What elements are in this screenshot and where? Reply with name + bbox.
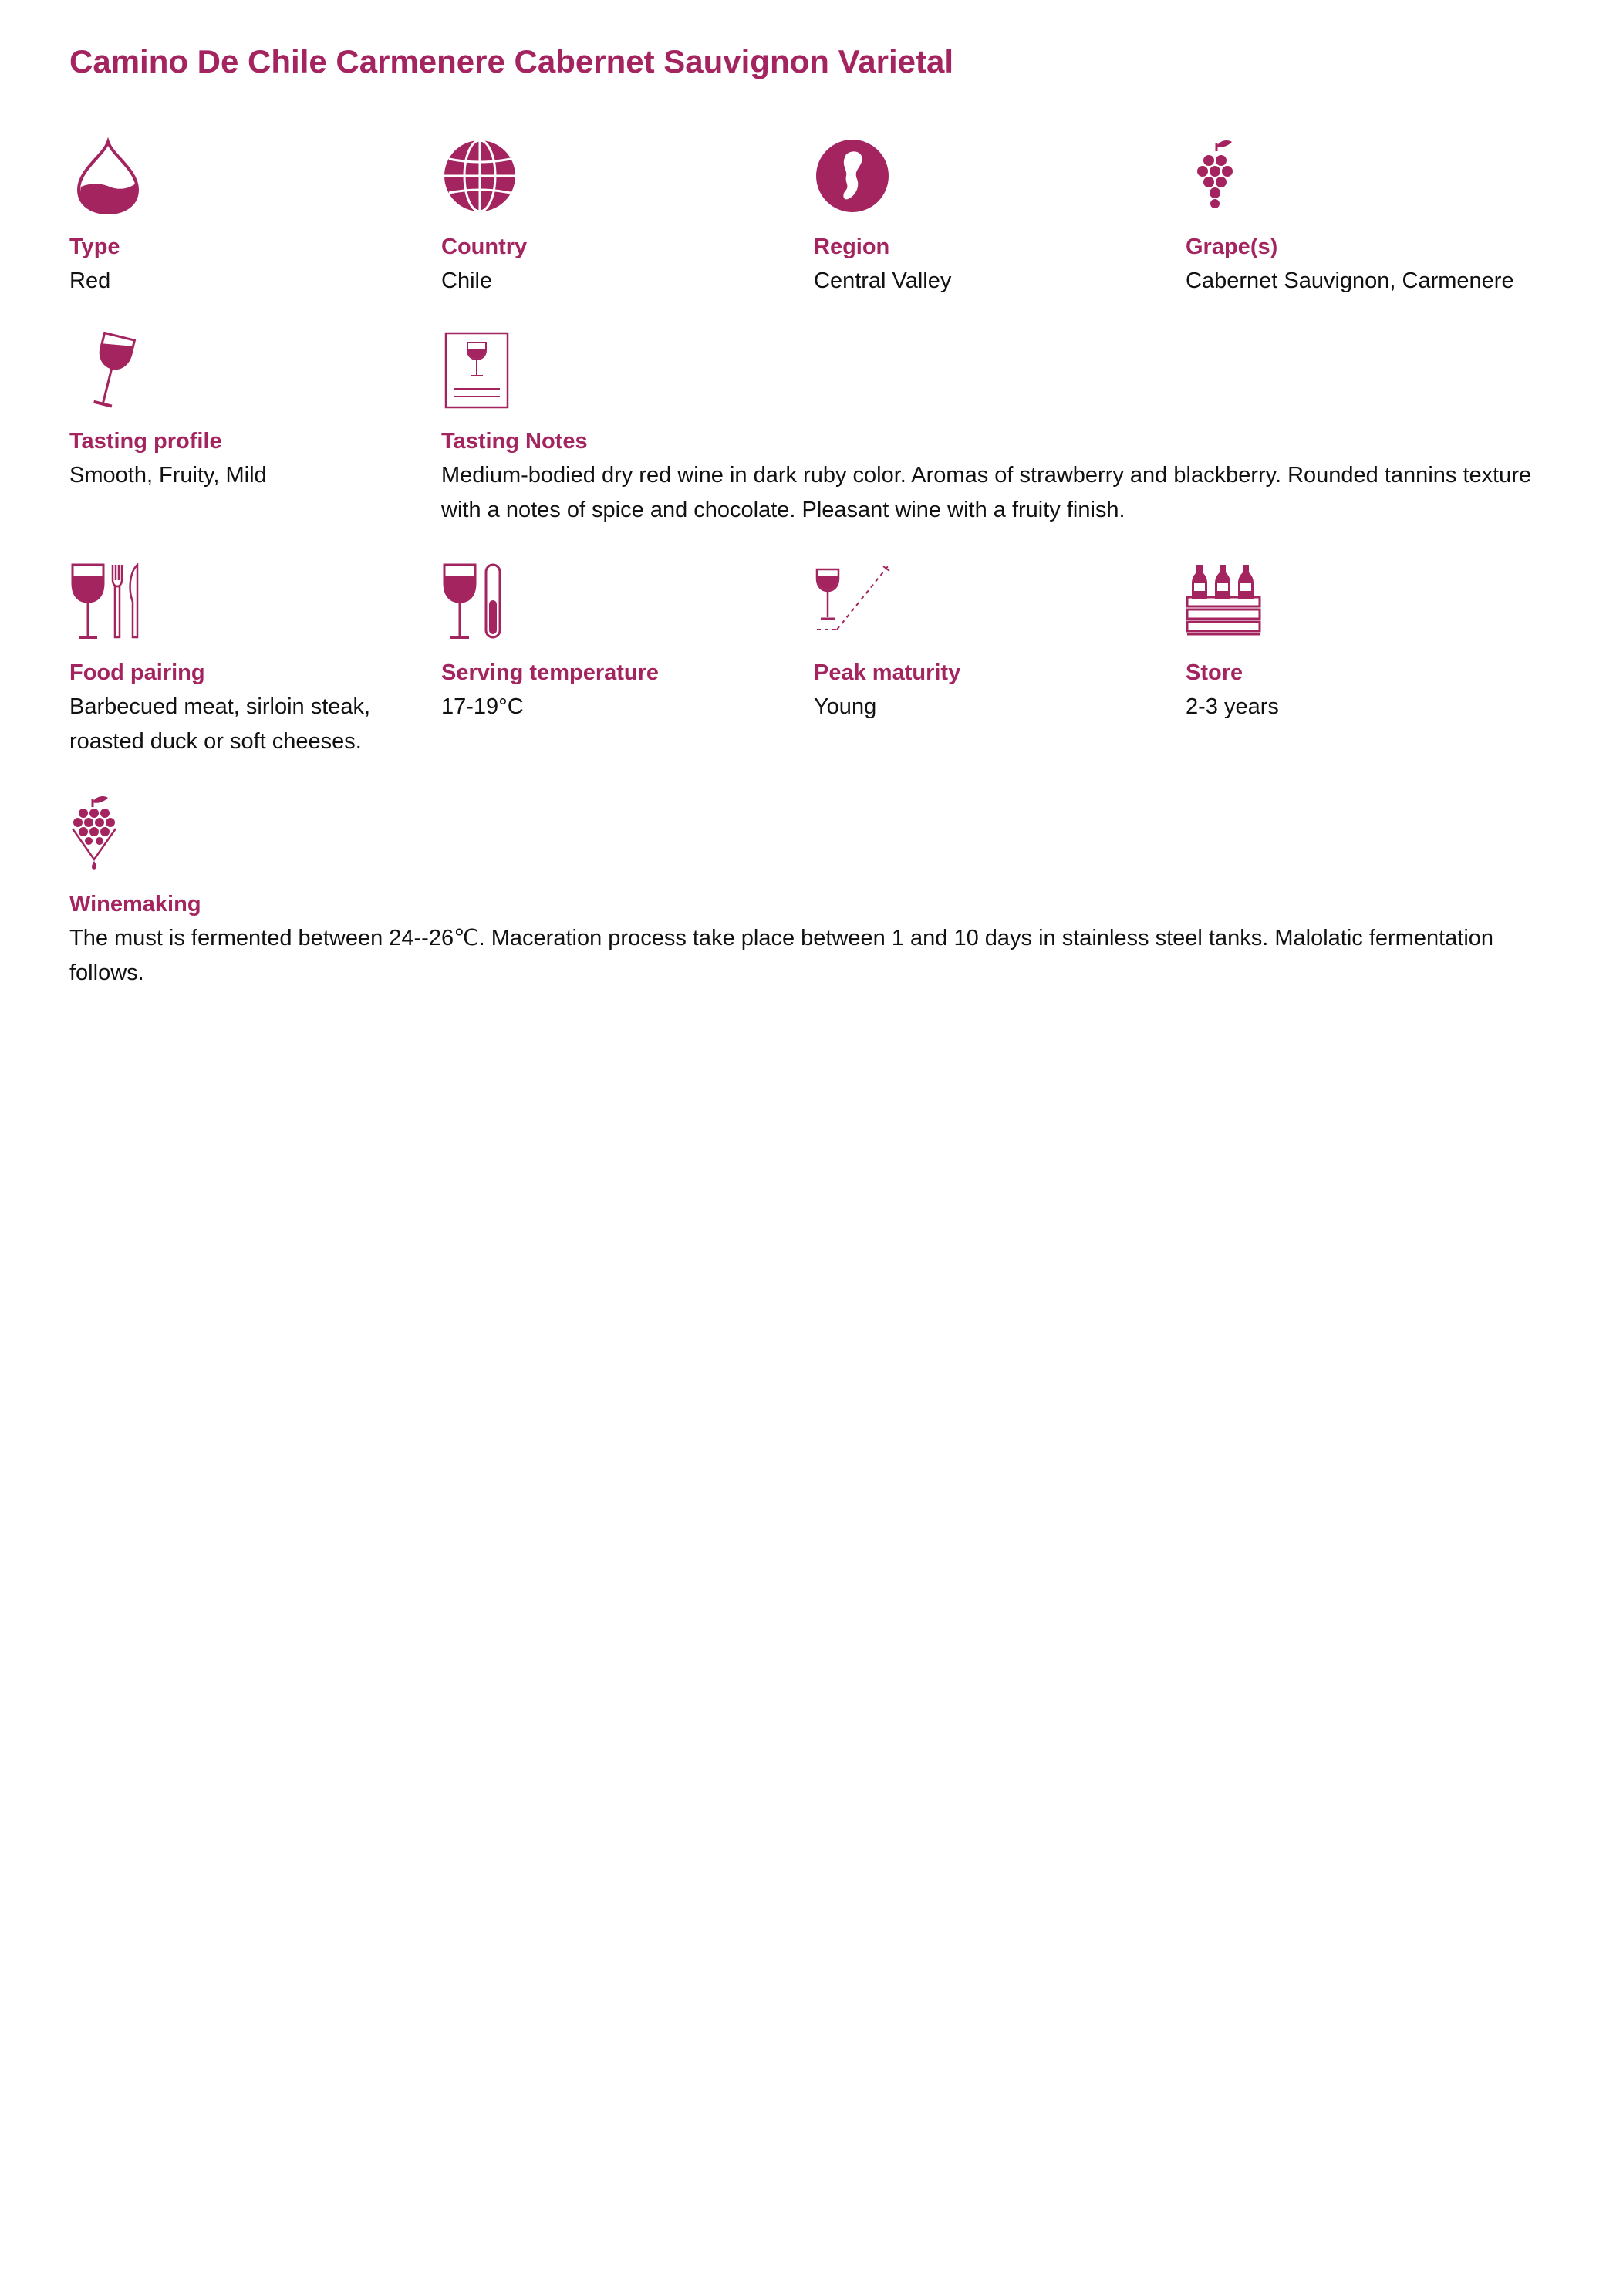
- serving-temperature-value: 17-19°C: [441, 694, 524, 719]
- tasting-notes-section: [441, 332, 1552, 528]
- glass-fork-knife-icon: [69, 563, 147, 640]
- grapes-section: [1186, 137, 1587, 299]
- tasting-profile-label: Tasting profile: [69, 429, 222, 454]
- grape-press-icon: [69, 795, 147, 872]
- bottle-crate-icon: [1186, 563, 1263, 640]
- country-section: [441, 137, 781, 299]
- wine-drop-icon: [69, 137, 147, 214]
- tasting-profile-section: [69, 332, 409, 493]
- tasting-notes-value: Medium-bodied dry red wine in dark ruby color. Aromas of strawberry and blackberry. Rounded tannins texture with a notes of spice and chocolate. Pleasant wine with a fruity finish.: [441, 463, 1532, 522]
- grapes-value: Cabernet Sauvignon, Carmenere: [1186, 268, 1514, 293]
- type-label: Type: [69, 235, 120, 259]
- grapes-label: Grape(s): [1186, 235, 1278, 259]
- food-pairing-label: Food pairing: [69, 660, 205, 685]
- serving-temperature-label: Serving temperature: [441, 660, 660, 685]
- tasting-notes-label: Tasting Notes: [441, 429, 588, 454]
- store-label: Store: [1186, 660, 1243, 685]
- country-value: Chile: [441, 268, 493, 293]
- region-map-icon: [814, 137, 891, 214]
- grapes-icon: [1186, 137, 1263, 214]
- tilted-wine-glass-icon: [69, 332, 147, 409]
- globe-icon: [441, 137, 518, 214]
- food-pairing-section: [69, 563, 409, 759]
- peak-maturity-value: Young: [814, 694, 877, 719]
- tasting-card-icon: [441, 332, 518, 409]
- wine-title: Camino De Chile Carmenere Cabernet Sauvignon Varietal: [69, 43, 954, 79]
- type-section: [69, 137, 409, 299]
- maturity-curve-icon: [814, 563, 891, 640]
- type-value: Red: [69, 268, 111, 293]
- serving-temperature-section: [441, 563, 781, 724]
- winemaking-value: The must is fermented between 24--26℃. Maceration process take place between 1 and 10 days in stainless steel tanks. Malolatic fermentation follows.: [69, 926, 1494, 985]
- glass-thermometer-icon: [441, 563, 518, 640]
- winemaking-section: [69, 795, 1535, 991]
- region-value: Central Valley: [814, 268, 952, 293]
- tasting-profile-value: Smooth, Fruity, Mild: [69, 463, 267, 488]
- peak-maturity-section: [814, 563, 1153, 724]
- region-section: [814, 137, 1153, 299]
- food-pairing-value: Barbecued meat, sirloin steak, roasted duck or soft cheeses.: [69, 694, 371, 754]
- peak-maturity-label: Peak maturity: [814, 660, 961, 685]
- store-section: [1186, 563, 1525, 724]
- store-value: 2-3 years: [1186, 694, 1279, 719]
- country-label: Country: [441, 235, 528, 259]
- region-label: Region: [814, 235, 890, 259]
- winemaking-label: Winemaking: [69, 892, 201, 917]
